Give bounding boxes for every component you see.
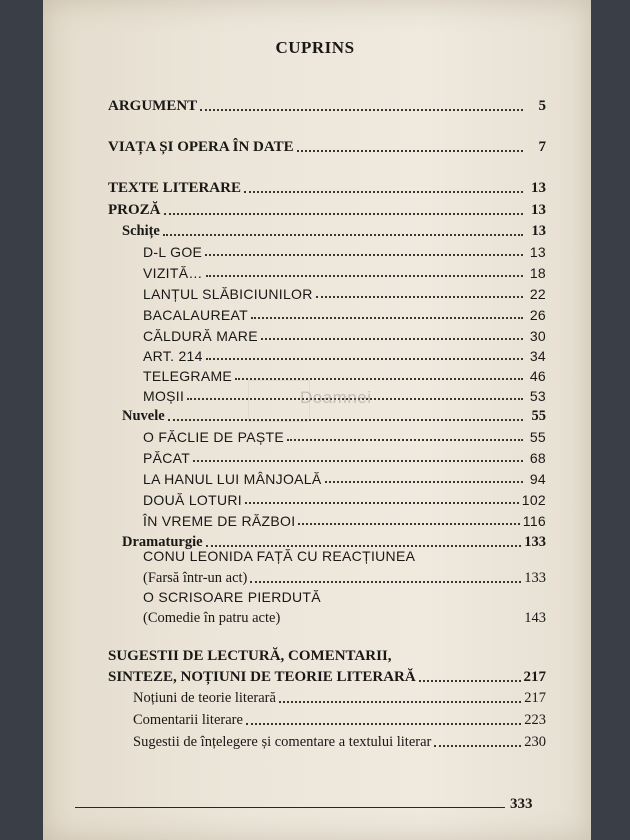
toc-label: Noțiuni de teorie literară	[133, 690, 276, 706]
toc-page: 7	[538, 139, 546, 155]
toc-page: 217	[523, 669, 546, 685]
toc-entry	[108, 669, 546, 686]
toc-label: MOȘII	[143, 388, 185, 404]
toc-page: 217	[524, 690, 546, 706]
toc-page: 46	[529, 368, 546, 384]
toc-entry	[143, 307, 546, 323]
leader-dots	[206, 545, 522, 547]
toc-label: LA HANUL LUI MÂNJOALĂ	[143, 471, 322, 487]
toc-entry	[133, 690, 546, 707]
toc-entry	[143, 513, 546, 529]
toc-label: VIZITĂ…	[143, 265, 203, 281]
toc-label: VIAȚA ȘI OPERA ÎN DATE	[108, 139, 294, 155]
leader-dots	[193, 460, 523, 462]
leader-dots	[168, 419, 523, 421]
toc-entry	[143, 265, 546, 281]
toc-page: 94	[529, 471, 546, 487]
page-title: CUPRINS	[275, 38, 355, 57]
toc-page: 68	[529, 450, 546, 466]
watermark-text: Doamnei	[300, 388, 372, 407]
toc-page: 22	[529, 286, 546, 302]
toc-label: (Comedie în patru acte)	[143, 610, 281, 626]
leader-space	[283, 621, 521, 623]
toc-entry	[122, 408, 546, 425]
toc-entry	[143, 570, 546, 587]
toc-page: 13	[531, 180, 546, 196]
toc-label: SINTEZE, NOȚIUNI DE TEORIE LITERARĂ	[108, 669, 416, 685]
toc-entry	[108, 202, 546, 219]
toc-label: CĂLDURĂ MARE	[143, 328, 258, 344]
leader-dots	[163, 234, 523, 236]
toc-entry	[122, 223, 546, 240]
toc-entry	[108, 98, 546, 115]
leader-dots	[297, 150, 523, 152]
leader-dots	[245, 502, 519, 504]
toc-label: TELEGRAME	[143, 368, 233, 384]
toc-page: 143	[524, 610, 546, 626]
toc-page: 133	[524, 570, 546, 586]
toc-page: 55	[529, 429, 546, 445]
leader-dots	[200, 109, 523, 111]
toc-page: 116	[522, 513, 546, 529]
toc-entry	[143, 429, 546, 445]
toc-entry	[133, 734, 546, 751]
toc-entry	[143, 368, 546, 384]
toc-label: DOUĂ LOTURI	[143, 492, 242, 508]
toc-entry	[143, 244, 546, 260]
toc-page: 13	[531, 202, 546, 218]
toc-label: TEXTE LITERARE	[108, 180, 241, 196]
toc-page: 13	[529, 244, 546, 260]
leader-dots	[206, 358, 523, 360]
toc-page: 5	[538, 98, 546, 114]
toc-entry	[143, 471, 546, 487]
toc-label: D-L GOE	[143, 244, 203, 260]
toc-page: 26	[529, 307, 546, 323]
toc-label: O SCRISOARE PIERDUTĂ	[143, 589, 321, 605]
leader-dots	[279, 701, 521, 703]
leader-dots	[325, 481, 523, 483]
toc-page: 102	[521, 492, 546, 508]
leader-dots	[434, 745, 521, 747]
toc-label: ARGUMENT	[108, 98, 198, 114]
toc-label: (Farsă într-un act)	[143, 570, 248, 586]
toc-entry	[143, 610, 546, 627]
toc-entry	[108, 139, 546, 156]
page-number: 333	[510, 796, 533, 812]
toc-page: 223	[524, 712, 546, 728]
toc-label: Dramaturgie	[122, 534, 203, 550]
leader-dots	[261, 338, 523, 340]
toc-page: 53	[529, 388, 546, 404]
toc-entry	[143, 348, 546, 364]
toc-label: PROZĂ	[108, 202, 161, 218]
toc-entry	[143, 286, 546, 302]
toc-page: 230	[524, 734, 546, 750]
toc-label: Comentarii literare	[133, 712, 243, 728]
toc-entry	[143, 492, 546, 508]
toc-label: SUGESTII DE LECTURĂ, COMENTARII,	[108, 648, 392, 664]
toc-page: 30	[529, 328, 546, 344]
toc-page: 34	[529, 348, 546, 364]
toc-label: O FĂCLIE DE PAȘTE	[143, 429, 284, 445]
toc-entry	[108, 180, 546, 197]
toc-label: PĂCAT	[143, 450, 191, 466]
leader-dots	[244, 191, 523, 193]
toc-page: 55	[531, 408, 546, 424]
leader-dots	[206, 275, 523, 277]
toc-label: LANȚUL SLĂBICIUNILOR	[143, 286, 313, 302]
toc-entry	[143, 328, 546, 344]
toc-entry	[143, 450, 546, 466]
leader-dots	[287, 439, 523, 441]
toc-page: 18	[529, 265, 546, 281]
footer-rule	[75, 807, 505, 808]
leader-dots	[419, 680, 521, 682]
toc-label: ART. 214	[143, 348, 203, 364]
toc-entry	[133, 712, 546, 729]
leader-dots	[164, 213, 524, 215]
toc-label: Sugestii de înțelegere și comentare a textului literar	[133, 734, 432, 750]
toc-label: Nuvele	[122, 408, 165, 424]
toc-label: ÎN VREME DE RĂZBOI	[143, 513, 296, 529]
toc-label: BACALAUREAT	[143, 307, 248, 323]
leader-dots	[316, 296, 523, 298]
leader-dots	[298, 523, 519, 525]
leader-dots	[205, 254, 523, 256]
leader-dots	[251, 317, 523, 319]
leader-dots	[246, 723, 521, 725]
toc-label: CONU LEONIDA FAȚĂ CU REACȚIUNEA	[143, 548, 416, 564]
toc-page: 133	[524, 534, 546, 550]
toc-page: 13	[531, 223, 546, 239]
toc-label: Schițe	[122, 223, 160, 239]
leader-dots	[250, 581, 521, 583]
